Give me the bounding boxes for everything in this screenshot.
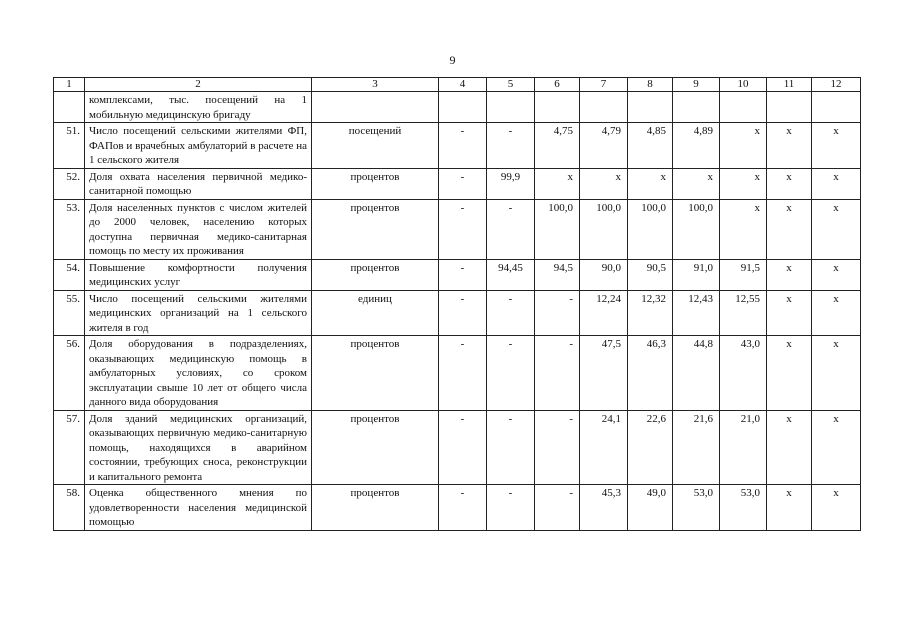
value-cell: - [487,199,535,259]
row-number: 57. [54,410,85,485]
header-cell: 1 [54,78,85,92]
value-cell: х [767,336,812,411]
indicator-name: Число посещений сельскими жителями ФП, ФАПов и врачебных амбулаторий в расчете на 1 сельского жителя [85,123,312,169]
table-row [54,410,861,485]
header-cell: 12 [812,78,861,92]
value-cell: х [673,168,720,199]
value-cell: 53,0 [720,485,767,531]
value-cell: х [720,168,767,199]
value-cell: 91,0 [673,259,720,290]
value-cell: х [535,168,580,199]
row-number: 52. [54,168,85,199]
value-cell [673,92,720,123]
value-cell: х [767,410,812,485]
table-row [54,259,861,290]
value-cell: х [812,485,861,531]
value-cell: 90,0 [580,259,628,290]
value-cell: 4,89 [673,123,720,169]
value-cell: - [439,123,487,169]
value-cell [767,92,812,123]
unit-cell: процентов [312,168,439,199]
value-cell: - [487,410,535,485]
value-cell: 47,5 [580,336,628,411]
indicator-name: Число посещений сельскими жителями медицинских организаций на 1 сельского жителя в год [85,290,312,336]
value-cell: - [439,290,487,336]
header-cell: 11 [767,78,812,92]
value-cell: 45,3 [580,485,628,531]
row-number [54,92,85,123]
value-cell: 100,0 [673,199,720,259]
value-cell: х [812,410,861,485]
value-cell: х [812,199,861,259]
value-cell: 4,75 [535,123,580,169]
indicator-name: Оценка общественного мнения по удовлетворенности населения медицинской помощью [85,485,312,531]
table-row [54,290,861,336]
value-cell: 12,32 [628,290,673,336]
value-cell [439,92,487,123]
value-cell: - [535,290,580,336]
value-cell [628,92,673,123]
value-cell: - [439,485,487,531]
row-number: 55. [54,290,85,336]
unit-cell: процентов [312,199,439,259]
value-cell: 99,9 [487,168,535,199]
row-number: 54. [54,259,85,290]
value-cell [720,92,767,123]
page-number: 9 [449,53,456,67]
value-cell: 4,85 [628,123,673,169]
value-cell: - [535,336,580,411]
value-cell: х [812,168,861,199]
table-row [54,336,861,411]
value-cell: х [720,123,767,169]
value-cell: 94,5 [535,259,580,290]
value-cell: 44,8 [673,336,720,411]
value-cell: х [767,485,812,531]
value-cell: х [812,290,861,336]
row-number: 56. [54,336,85,411]
unit-cell: процентов [312,336,439,411]
value-cell: 100,0 [535,199,580,259]
value-cell: х [767,199,812,259]
value-cell: 12,55 [720,290,767,336]
table-row [54,92,861,123]
value-cell [580,92,628,123]
value-cell: 49,0 [628,485,673,531]
table-row [54,123,861,169]
value-cell: х [767,168,812,199]
indicator-name: Доля охвата населения первичной медико-санитарной помощью [85,168,312,199]
header-cell: 6 [535,78,580,92]
header-cell: 7 [580,78,628,92]
header-cell: 10 [720,78,767,92]
table-body [54,78,861,531]
value-cell: 43,0 [720,336,767,411]
table-row [54,199,861,259]
header-cell: 8 [628,78,673,92]
table-row [54,168,861,199]
header-cell: 4 [439,78,487,92]
value-cell: - [439,259,487,290]
value-cell: - [487,123,535,169]
value-cell: 24,1 [580,410,628,485]
header-row [54,78,861,92]
value-cell [812,92,861,123]
table-row [54,485,861,531]
header-cell: 2 [85,78,312,92]
value-cell: - [535,485,580,531]
value-cell: 91,5 [720,259,767,290]
row-number: 53. [54,199,85,259]
value-cell [487,92,535,123]
value-cell: 12,43 [673,290,720,336]
value-cell: х [812,336,861,411]
unit-cell [312,92,439,123]
value-cell: 21,0 [720,410,767,485]
indicator-name: Доля зданий медицинских организаций, оказывающих первичную медико-санитарную помощь, находящихся в аварийном состоянии, требующих сноса, реконструкции и капитального ремонта [85,410,312,485]
value-cell: - [439,410,487,485]
value-cell: - [487,290,535,336]
value-cell: - [535,410,580,485]
value-cell: х [580,168,628,199]
indicator-name: Доля населенных пунктов с числом жителей до 2000 человек, населению которых доступна первичная медико-санитарная помощь по месту их проживания [85,199,312,259]
value-cell: 100,0 [628,199,673,259]
value-cell: 100,0 [580,199,628,259]
value-cell: 94,45 [487,259,535,290]
row-number: 51. [54,123,85,169]
value-cell: х [628,168,673,199]
value-cell: х [767,123,812,169]
value-cell: 21,6 [673,410,720,485]
value-cell [535,92,580,123]
value-cell: - [487,336,535,411]
value-cell: х [812,259,861,290]
value-cell: 22,6 [628,410,673,485]
row-number: 58. [54,485,85,531]
indicator-table [53,77,861,531]
value-cell: 12,24 [580,290,628,336]
value-cell: х [767,290,812,336]
value-cell: 90,5 [628,259,673,290]
indicator-name: Повышение комфортности получения медицинских услуг [85,259,312,290]
value-cell: - [439,336,487,411]
value-cell: 53,0 [673,485,720,531]
indicator-name: комплексами, тыс. посещений на 1 мобильную медицинскую бригаду [85,92,312,123]
header-cell: 9 [673,78,720,92]
indicator-name: Доля оборудования в подразделениях, оказывающих медицинскую помощь в амбулаторных условиях, со сроком эксплуатации свыше 10 лет от общего числа данного вида оборудования [85,336,312,411]
header-cell: 5 [487,78,535,92]
value-cell: - [487,485,535,531]
value-cell: х [720,199,767,259]
value-cell: х [767,259,812,290]
value-cell: 4,79 [580,123,628,169]
unit-cell: посещений [312,123,439,169]
unit-cell: процентов [312,410,439,485]
value-cell: - [439,168,487,199]
value-cell: 46,3 [628,336,673,411]
unit-cell: процентов [312,485,439,531]
unit-cell: единиц [312,290,439,336]
header-cell: 3 [312,78,439,92]
value-cell: х [812,123,861,169]
unit-cell: процентов [312,259,439,290]
value-cell: - [439,199,487,259]
